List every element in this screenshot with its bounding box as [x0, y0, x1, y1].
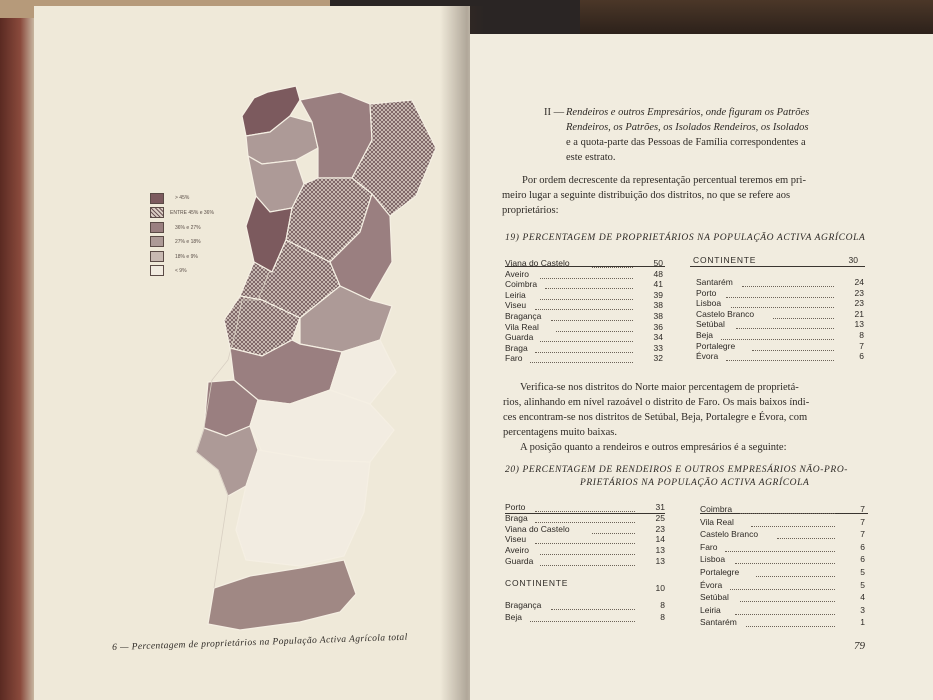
- percentage-value: 21: [854, 308, 864, 319]
- percentage-value: 8: [660, 600, 665, 610]
- percentage-value: 5: [860, 579, 865, 590]
- figure-caption: 6 — Percentagem de proprietários na População Activa Agrícola total: [112, 632, 408, 653]
- district-name: Bragança: [505, 600, 542, 610]
- continent-label: CONTINENTE: [693, 255, 757, 265]
- leader-dots: [551, 600, 635, 610]
- continent-value: 30: [848, 255, 858, 265]
- leader-dots: [742, 277, 834, 287]
- table-row: [700, 567, 865, 578]
- percentage-value: 36: [653, 321, 663, 332]
- leader-dots: [556, 322, 633, 332]
- district-name: Santarém: [696, 277, 733, 287]
- table-row: [700, 542, 865, 553]
- percentage-value: 13: [655, 556, 665, 566]
- legend-label-4: 27% e 18%: [175, 239, 201, 245]
- table-row: [696, 330, 864, 341]
- district-name: Évora: [696, 351, 719, 362]
- percentage-value: 7: [860, 516, 865, 527]
- leader-dots: [540, 545, 635, 555]
- table-20-title-line-2: PRIETÁRIOS NA POPULAÇÃO ACTIVA AGRÍCOLA: [580, 478, 810, 488]
- table-row: [700, 605, 865, 616]
- intro-line-2: meiro lugar a seguinte distribuição dos distritos, no que se refere aos: [502, 190, 791, 201]
- district-name: Porto: [696, 287, 717, 298]
- continent-value: 10: [655, 583, 665, 593]
- table-row: [505, 300, 663, 311]
- district-name: Viana do Castelo: [505, 523, 570, 534]
- legend-swatch-6: [150, 265, 164, 276]
- percentage-value: 7: [860, 529, 865, 540]
- leader-dots: [540, 556, 635, 566]
- district-name: Vila Real: [700, 516, 734, 527]
- table-row: [700, 617, 865, 628]
- percentage-value: 34: [653, 332, 663, 343]
- percentage-value: 6: [859, 351, 864, 362]
- district-name: Leiria: [700, 604, 721, 615]
- legend-swatch-3: [150, 222, 164, 233]
- legend-swatch-2: [150, 207, 164, 218]
- table-row: [696, 309, 864, 320]
- table-row: [505, 258, 663, 269]
- district-name: Castelo Branco: [700, 529, 759, 540]
- district-name: Castelo Branco: [696, 308, 755, 319]
- table-19-rule-right: [690, 266, 865, 267]
- section-heading-line-1: Rendeiros e outros Empresários, onde figuram os Patrões: [566, 107, 810, 118]
- table-row: [700, 554, 865, 565]
- table-row: [696, 341, 864, 352]
- leader-dots: [726, 351, 834, 361]
- leader-dots: [777, 529, 835, 539]
- district-name: Setúbal: [700, 592, 729, 603]
- leader-dots: [540, 332, 633, 342]
- percentage-value: 6: [860, 541, 865, 552]
- percentage-value: 8: [859, 330, 864, 340]
- leader-dots: [740, 504, 835, 514]
- percentage-value: 50: [653, 258, 663, 268]
- leader-dots: [535, 513, 635, 523]
- table-row: [700, 504, 865, 515]
- percentage-value: 39: [653, 289, 663, 300]
- district-name: Coimbra: [700, 504, 733, 514]
- table-row: [505, 269, 663, 280]
- table-row: [505, 534, 665, 545]
- district-name: Évora: [700, 579, 723, 590]
- table-row: [505, 353, 663, 364]
- district-faro: [208, 560, 356, 630]
- percentage-value: 41: [653, 279, 663, 290]
- table-row: [505, 524, 665, 535]
- table-20-title-line-1: 20) PERCENTAGEM DE RENDEIROS E OUTROS EMPRESÁRIOS NÃO-PRO-: [505, 465, 849, 475]
- middle-line-2: rios, alinhando em nível razoável o distrito de Faro. Os mais baixos índi-: [503, 397, 810, 408]
- leader-dots: [535, 343, 633, 353]
- continent-label: CONTINENTE: [505, 578, 569, 588]
- leader-dots: [746, 617, 835, 627]
- district-name: Lisboa: [696, 298, 722, 309]
- middle-line-5: A posição quanto a rendeiros e outros empresários é a seguinte:: [520, 442, 787, 453]
- district-name: Braga: [505, 512, 528, 523]
- table-row: [505, 311, 663, 322]
- leader-dots: [725, 542, 835, 552]
- leader-dots: [751, 517, 835, 527]
- district-name: Beja: [696, 330, 714, 340]
- percentage-value: 38: [653, 311, 663, 321]
- legend-label-2: ENTRE 45% e 36%: [170, 210, 214, 216]
- district-name: Leiria: [505, 289, 526, 300]
- table-row: [700, 529, 865, 540]
- leader-dots: [735, 605, 835, 615]
- legend-swatch-1: [150, 193, 164, 204]
- leader-dots: [726, 288, 834, 298]
- percentage-value: 4: [860, 592, 865, 603]
- percentage-value: 14: [655, 534, 665, 545]
- legend-label-1: > 45%: [175, 195, 190, 201]
- middle-line-1: Verifica-se nos distritos do Norte maior percentagem de proprietá-: [520, 382, 799, 393]
- table-row: [505, 290, 663, 301]
- section-heading-prefix: II —: [544, 107, 565, 118]
- district-name: Setúbal: [696, 319, 725, 330]
- percentage-value: 8: [660, 612, 665, 622]
- percentage-value: 23: [854, 287, 864, 298]
- leader-dots: [535, 502, 635, 512]
- percentage-value: 13: [655, 545, 665, 556]
- leader-dots: [551, 311, 633, 321]
- percentage-value: 6: [860, 554, 865, 565]
- district-name: Faro: [700, 541, 718, 552]
- percentage-value: 32: [653, 353, 663, 364]
- district-name: Viana do Castelo: [505, 258, 570, 268]
- district-name: Aveiro: [505, 268, 529, 279]
- table-row: [505, 502, 665, 513]
- page-number: 79: [854, 640, 865, 652]
- percentage-value: 13: [854, 319, 864, 330]
- leader-dots: [773, 309, 834, 319]
- leader-dots: [735, 554, 835, 564]
- district-name: Santarém: [700, 617, 737, 628]
- leader-dots: [545, 279, 633, 289]
- district-name: Bragança: [505, 311, 542, 321]
- table-row: [505, 545, 665, 556]
- leader-dots: [731, 298, 834, 308]
- legend-label-3: 36% e 27%: [175, 225, 201, 231]
- table-row: [700, 517, 865, 528]
- table-row: [505, 343, 663, 354]
- legend-label-6: < 9%: [175, 268, 187, 274]
- table-row: [696, 277, 864, 288]
- table-row: [696, 351, 864, 362]
- district-beja: [236, 450, 370, 566]
- leader-dots: [540, 290, 633, 300]
- leader-dots: [530, 353, 633, 363]
- district-name: Braga: [505, 342, 528, 353]
- table-row: [696, 298, 864, 309]
- legend-swatch-5: [150, 251, 164, 262]
- leader-dots: [752, 341, 834, 351]
- leader-dots: [592, 258, 633, 268]
- legend-swatch-4: [150, 236, 164, 247]
- district-name: Lisboa: [700, 554, 726, 565]
- percentage-value: 38: [653, 300, 663, 311]
- leader-dots: [592, 524, 635, 534]
- leader-dots: [535, 300, 633, 310]
- middle-line-3: ces encontram-se nos distritos de Setúbal, Beja, Portalegre e Évora, com: [503, 412, 808, 423]
- district-name: Portalegre: [700, 567, 740, 577]
- leader-dots: [756, 567, 835, 577]
- percentage-value: 3: [860, 604, 865, 615]
- middle-line-4: percentagens muito baixas.: [503, 427, 618, 438]
- leader-dots: [730, 580, 835, 590]
- leader-dots: [540, 269, 633, 279]
- intro-line-1: Por ordem decrescente da representação percentual teremos em pri-: [522, 175, 806, 186]
- percentage-value: 25: [655, 512, 665, 523]
- leader-dots: [530, 612, 635, 622]
- district-name: Porto: [505, 502, 526, 512]
- section-heading-line-3: e a quota-parte das Pessoas de Família correspondentes a: [566, 137, 806, 148]
- table-19-title: 19) PERCENTAGEM DE PROPRIETÁRIOS NA POPULAÇÃO ACTIVA AGRÍCOLA: [505, 233, 866, 243]
- leader-dots: [721, 330, 834, 340]
- table-row: [696, 288, 864, 299]
- table-row: [505, 556, 665, 567]
- percentage-value: 7: [859, 340, 864, 351]
- district-name: Portalegre: [696, 340, 736, 351]
- district-name: Faro: [505, 353, 523, 364]
- district-name: Guarda: [505, 556, 534, 566]
- percentage-value: 33: [653, 342, 663, 353]
- table-row: [505, 600, 665, 611]
- table-row: [505, 612, 665, 623]
- leader-dots: [736, 319, 834, 329]
- table-row: [505, 513, 665, 524]
- district-name: Guarda: [505, 332, 534, 343]
- table-row: [505, 279, 663, 290]
- district-name: Beja: [505, 612, 523, 622]
- percentage-value: 23: [655, 523, 665, 534]
- table-row: [505, 332, 663, 343]
- legend-label-5: 18% e 9%: [175, 254, 198, 260]
- continent-row: [693, 255, 858, 266]
- table-row: [696, 319, 864, 330]
- district-name: Vila Real: [505, 321, 539, 332]
- district-name: Aveiro: [505, 545, 529, 556]
- intro-line-3: proprietários:: [502, 205, 559, 216]
- table-row: [505, 322, 663, 333]
- percentage-value: 7: [860, 504, 865, 514]
- percentage-value: 24: [854, 277, 864, 287]
- district-name: Viseu: [505, 534, 527, 545]
- district-name: Coimbra: [505, 279, 538, 290]
- percentage-value: 1: [860, 617, 865, 628]
- section-heading-line-4: este estrato.: [566, 152, 616, 163]
- district-name: Viseu: [505, 300, 527, 311]
- percentage-value: 5: [860, 567, 865, 577]
- percentage-value: 31: [655, 502, 665, 512]
- leader-dots: [535, 534, 635, 544]
- table-row: [700, 592, 865, 603]
- percentage-value: 48: [653, 268, 663, 279]
- section-heading-line-2: Rendeiros, os Patrões, os Isolados Rendeiros, os Isolados: [566, 122, 809, 133]
- table-row: [700, 580, 865, 591]
- percentage-value: 23: [854, 298, 864, 309]
- leader-dots: [740, 592, 835, 602]
- continent-row: [505, 578, 665, 593]
